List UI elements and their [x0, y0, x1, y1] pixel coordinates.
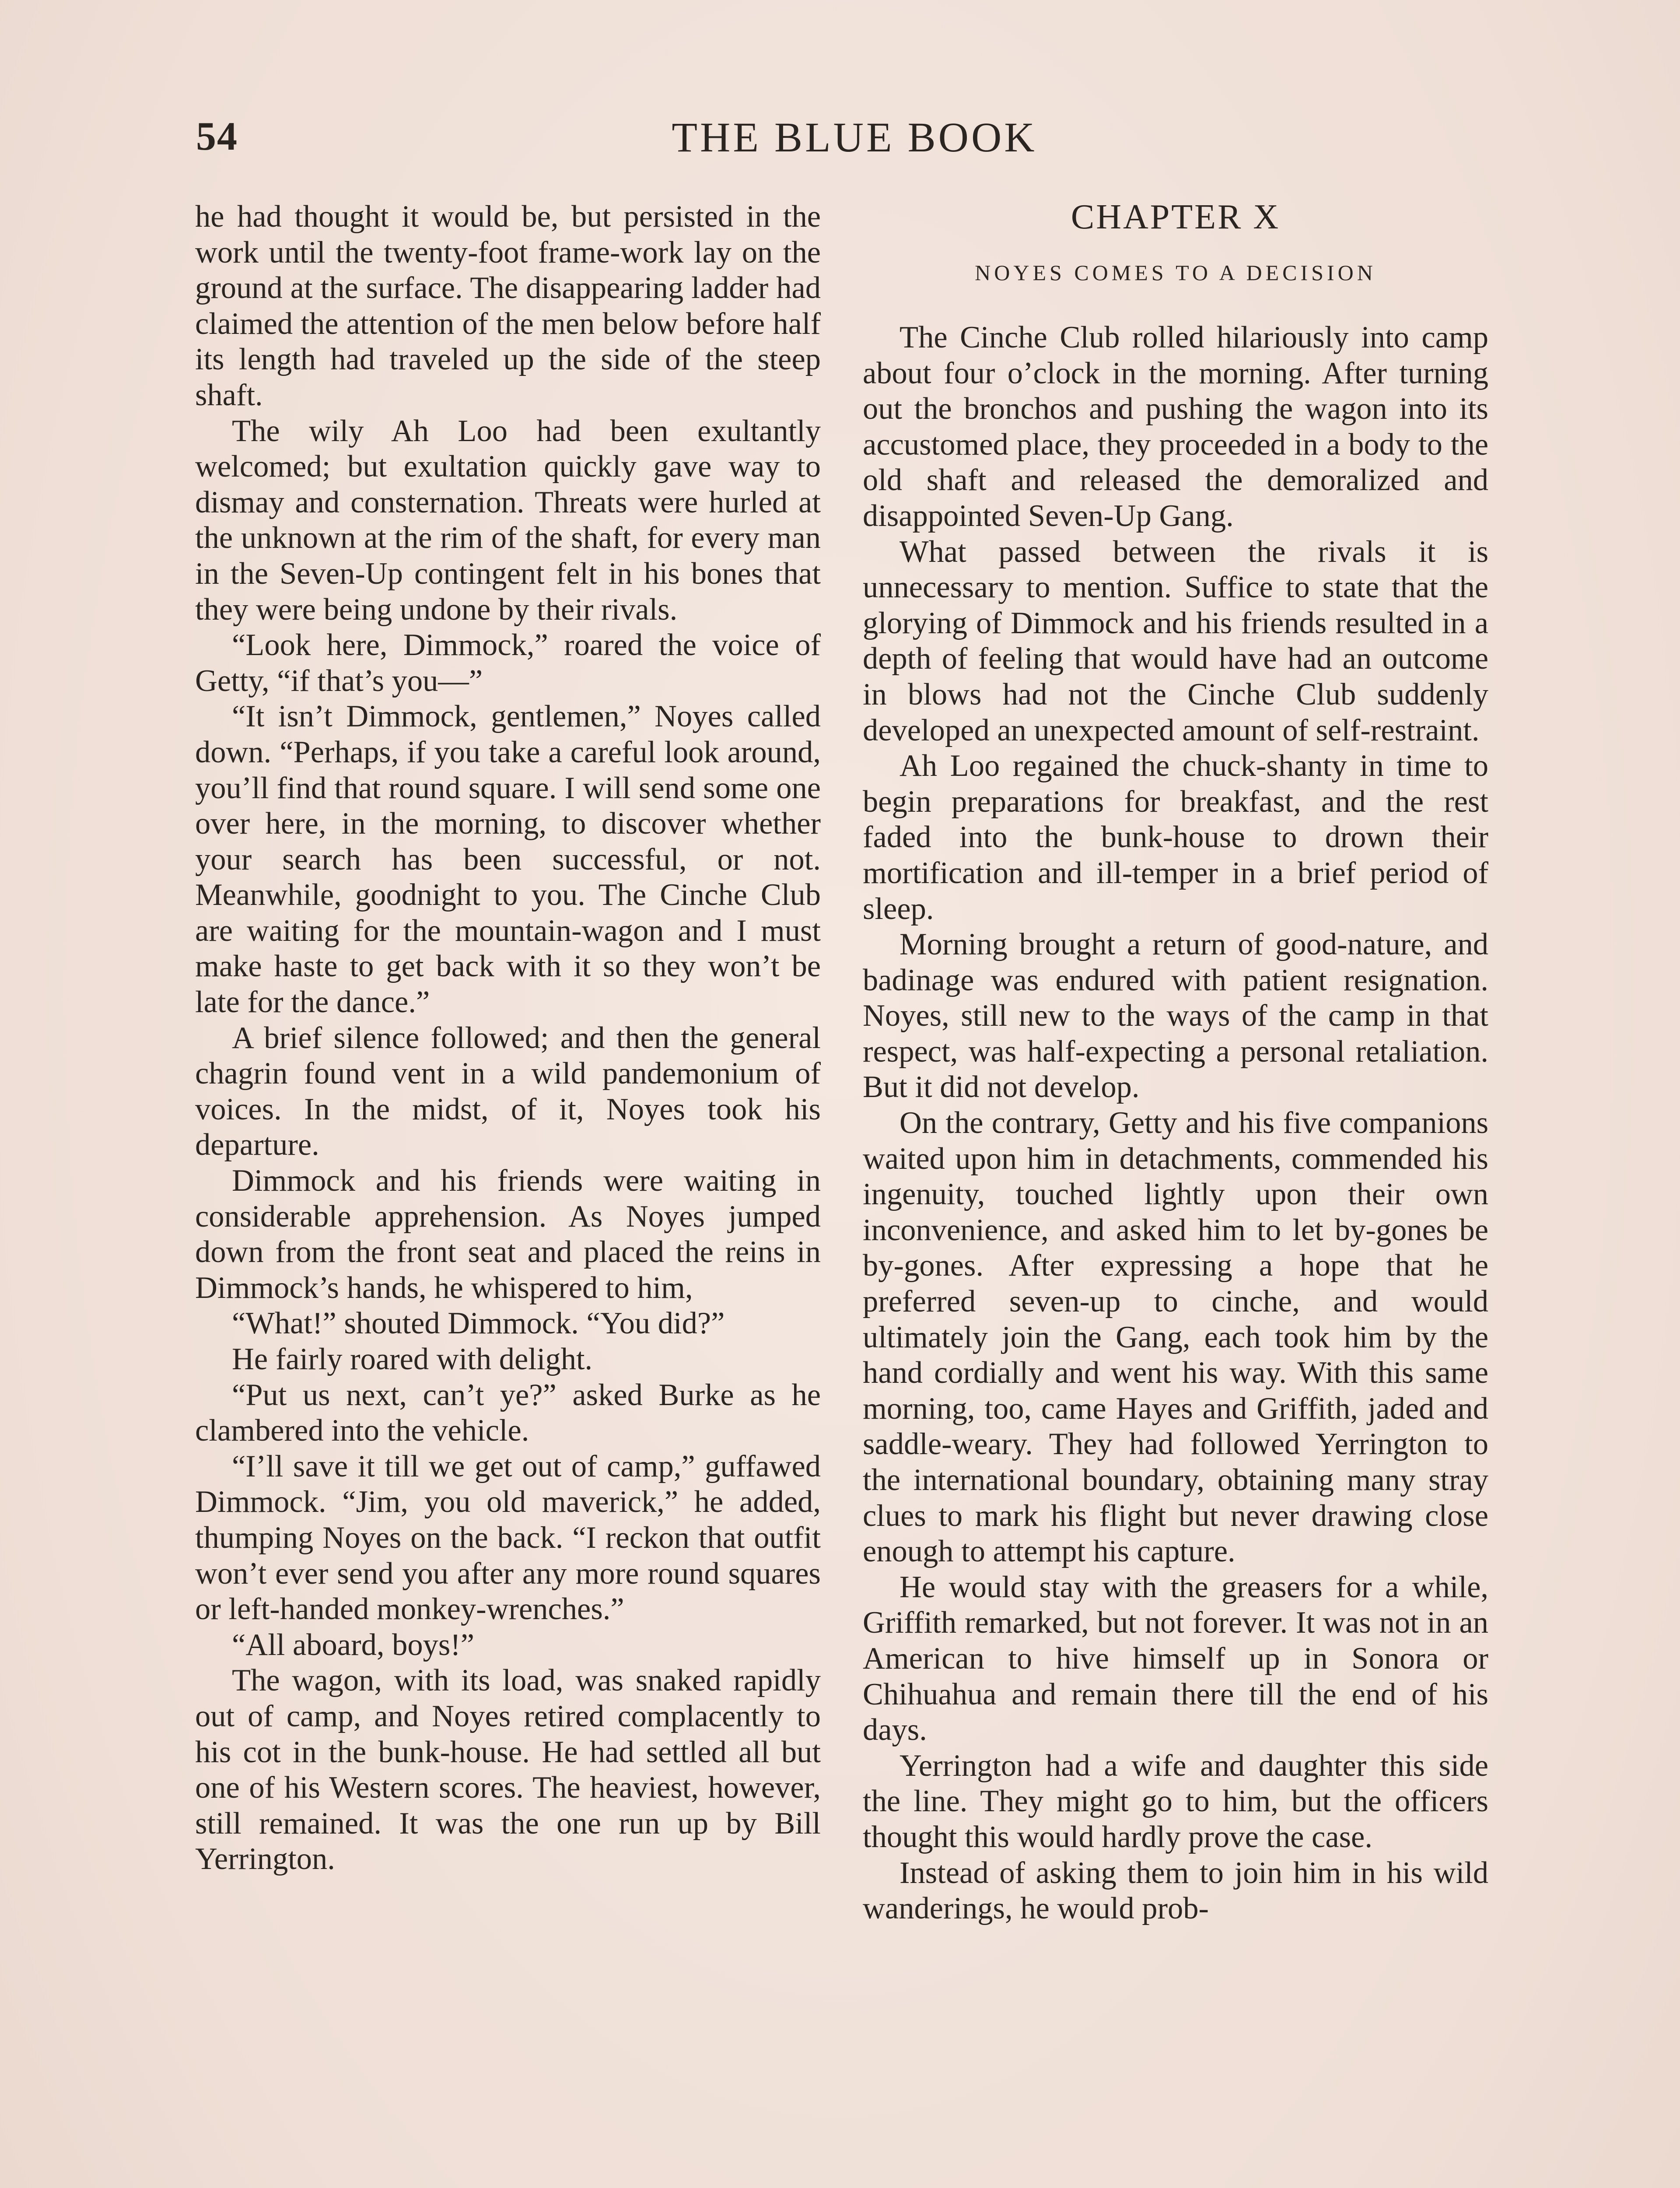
- paragraph: A brief silence followed; and then the general chagrin found vent in a wild pandemonium of voices. In the midst, of it, Noyes took his departure.: [195, 1020, 821, 1162]
- page-header: [196, 113, 1513, 174]
- left-column: [195, 199, 821, 1877]
- paragraph: On the contrary, Getty and his five companions waited upon him in detachments, commended his ingenuity, touched lightly upon their own inconvenience, and asked him to let by-gones be by-gones. After expressing a hope that he preferred seven-up to cinche, and would ultimately join the Gang, each took him by the hand cordially and went his way. With this same morning, too, came Hayes and Griffith, jaded and saddle-weary. They had followed Yerrington to the international boundary, obtaining many stray clues to mark his flight but never drawing close enough to attempt his capture.: [863, 1106, 1488, 1569]
- paragraph: The wagon, with its load, was snaked rapidly out of camp, and Noyes retired complacently to his cot in the bunk-house. He had settled all but one of his Western scores. The heaviest, however, still remained. It was the one run up by Bill Yerrington.: [195, 1663, 821, 1876]
- right-column: [863, 199, 1488, 1927]
- paragraph: He fairly roared with delight.: [232, 1342, 593, 1376]
- paragraph: Instead of asking them to join him in his wild wanderings, he would prob-: [863, 1855, 1488, 1926]
- page-number: 54: [196, 114, 238, 158]
- paragraph: “All aboard, boys!”: [232, 1627, 475, 1662]
- paragraph: “I’ll save it till we get out of camp,” guffawed Dimmock. “Jim, you old maverick,” he added, thumping Noyes on the back. “I reckon that outfit won’t ever send you after any more round squares or left-handed monkey-wrenches.”: [195, 1449, 821, 1627]
- chapter-subtitle: NOYES COMES TO A DECISION: [975, 260, 1376, 285]
- paragraph: The Cinche Club rolled hilariously into camp about four o’clock in the morning. After turning out the bronchos and pushing the wagon into its accustomed place, they proceeded in a body to the old shaft and released the demoralized and disappointed Seven-Up Gang.: [863, 320, 1488, 533]
- paragraph: “Put us next, can’t ye?” asked Burke as he clambered into the vehicle.: [195, 1378, 821, 1448]
- paragraph: He would stay with the greasers for a while, Griffith remarked, but not forever. It was not in an American to hive himself up in Sonora or Chihuahua and remain there till the end of his days.: [863, 1570, 1488, 1747]
- paragraph: Yerrington had a wife and daughter this side the line. They might go to him, but the officers thought this would hardly prove the case.: [863, 1748, 1488, 1854]
- paragraph: Dimmock and his friends were waiting in considerable apprehension. As Noyes jumped down from the front seat and placed the reins in Dimmock’s hands, he whispered to him,: [195, 1164, 821, 1305]
- chapter-title: CHAPTER X: [1071, 198, 1281, 236]
- running-title: THE BLUE BOOK: [672, 114, 1037, 161]
- paragraph: “What!” shouted Dimmock. “You did?”: [232, 1306, 725, 1341]
- paragraph: he had thought it would be, but persisted in the work until the twenty-foot frame-work lay on the ground at the surface. The disappearing ladder had claimed the attention of the men below before half its length had traveled up the side of the steep shaft.: [195, 200, 821, 412]
- paragraph: “Look here, Dimmock,” roared the voice of Getty, “if that’s you—”: [195, 628, 821, 698]
- paragraph: The wily Ah Loo had been exultantly welcomed; but exultation quickly gave way to dismay and consternation. Threats were hurled at the unknown at the rim of the shaft, for every man in the Seven-Up contingent felt in his bones that they were being undone by their rivals.: [195, 414, 821, 627]
- paragraph: Morning brought a return of good-nature, and badinage was endured with patient resignation. Noyes, still new to the ways of the camp in that respect, was half-expecting a personal retaliation. But it did not develop.: [863, 927, 1488, 1105]
- paragraph: “It isn’t Dimmock, gentlemen,” Noyes called down. “Perhaps, if you take a careful look around, you’ll find that round square. I will send some one over here, in the morning, to discover whether your search has been successful, or not. Meanwhile, goodnight to you. The Cinche Club are waiting for the mountain-wagon and I must make haste to get back with it so they won’t be late for the dance.”: [195, 699, 821, 1020]
- paragraph: What passed between the rivals it is unnecessary to mention. Suffice to state that the glorying of Dimmock and his friends resulted in a depth of feeling that would have had an outcome in blows had not the Cinche Club suddenly developed an unexpected amount of self-restraint.: [863, 534, 1488, 747]
- paragraph: Ah Loo regained the chuck-shanty in time to begin preparations for breakfast, and the rest faded into the bunk-house to drown their mortification and ill-temper in a brief period of sleep.: [863, 749, 1488, 926]
